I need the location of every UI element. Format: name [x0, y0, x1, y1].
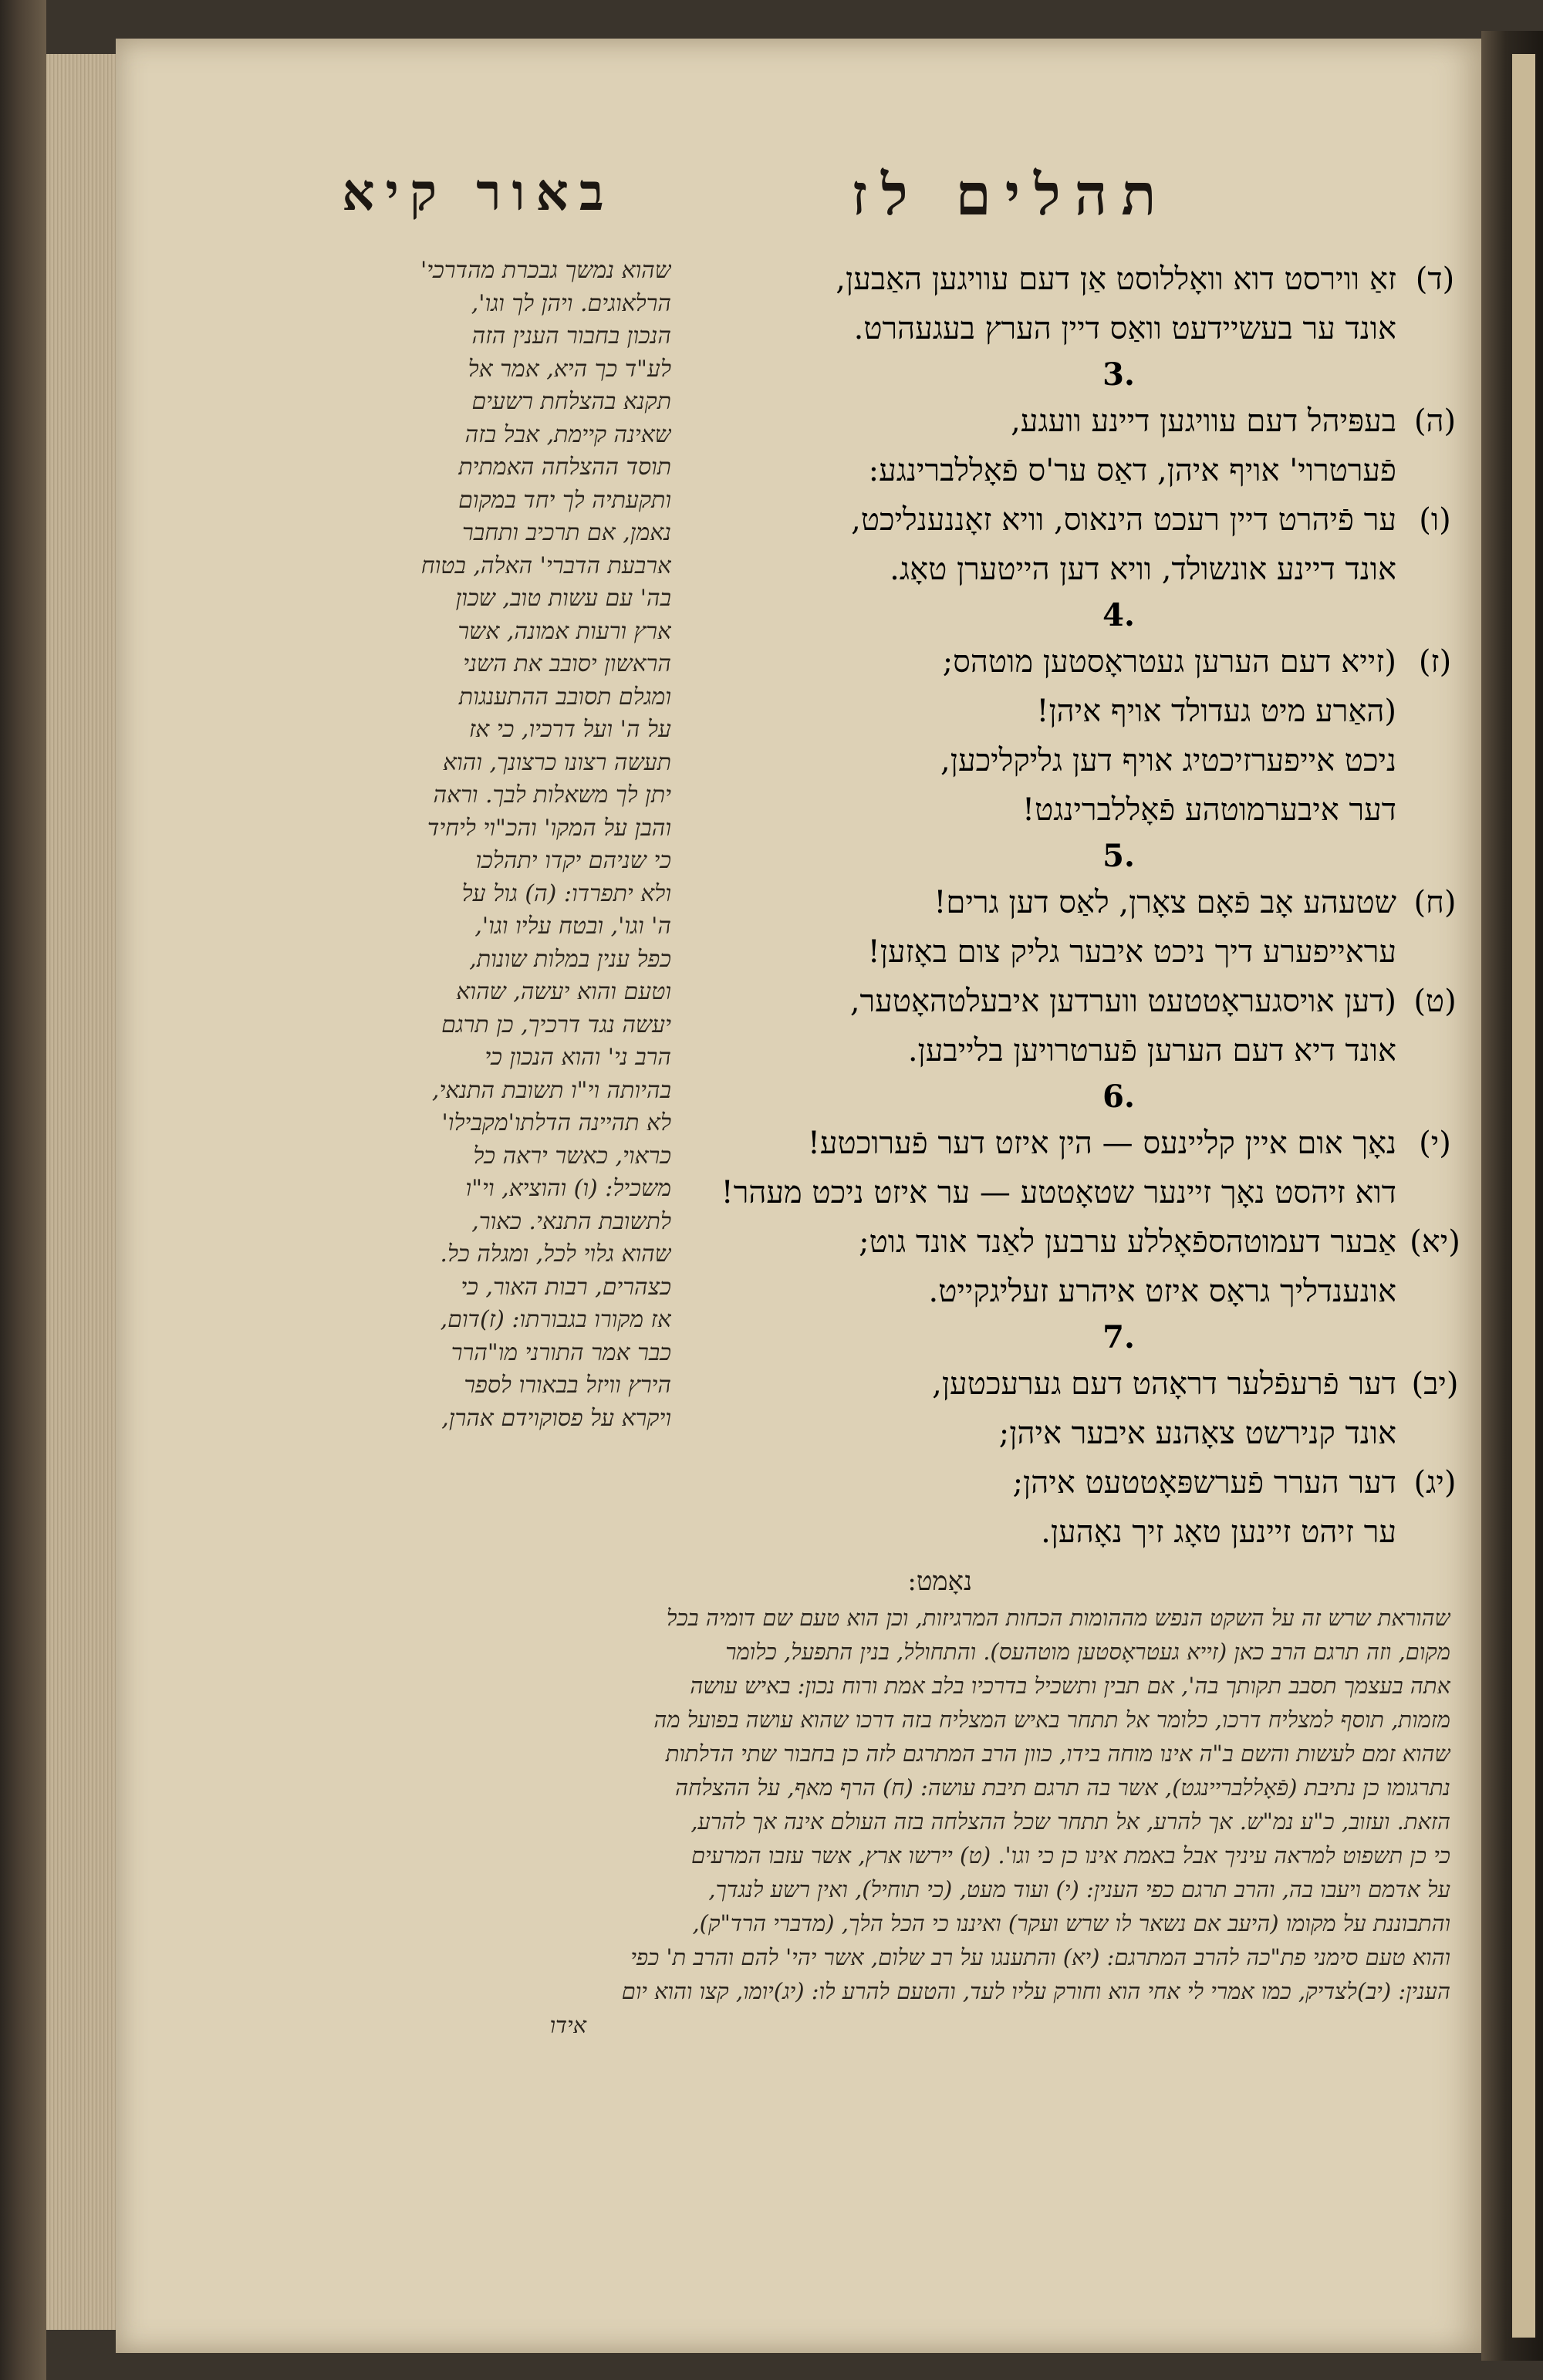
verse-number: (יב) — [1411, 1366, 1459, 1402]
commentary-line: יעשה נגד דרכיך, כן תרגם — [441, 1011, 671, 1038]
verse-number: (ט) — [1413, 984, 1457, 1019]
stanza-number: 6. — [1102, 1079, 1135, 1115]
commentary-line: תקנא בהצלחת רשעים — [471, 388, 671, 415]
commentary-line: כצהרים, רבות האור, כי — [461, 1273, 671, 1301]
commentary-line: משכיל: (ו) והוציא, וי"ו — [465, 1175, 671, 1202]
commentary-line: שהוא גלוי לכל, ומגלה כל. — [440, 1241, 671, 1268]
footnote-line: והתבוננת על מקומו (היעב אם נשאר לו שרש ועקר) ואיננו כי הכל הלך, (מדברי הרד"ק), — [692, 1910, 1450, 1936]
verse-line: אַבער דעמוטהספֿאָללע ערבען לאַנד אונד גוט; — [859, 1224, 1396, 1260]
commentary-column — [316, 255, 671, 1589]
footnote-line: והוא טעם סימני פת"כה להרב המתרגם: (יא) והתענגו על רב שלום, אשר יהי' להם והרב ת' כפי — [630, 1944, 1450, 1970]
verse-line: אונד דיינע אונשולד, וויא דען הייטערן טאָג. — [890, 552, 1396, 587]
verse-line: דער איבערמוטהע פֿאָללברינגט! — [1022, 792, 1396, 828]
commentary-line: לא תהיינה הדלתו'מקבילו' — [441, 1109, 671, 1136]
book-spine-edge — [0, 0, 46, 2380]
verse-line: בעפּיהל דעם עוויגען דיינע וועגע, — [1011, 403, 1396, 439]
commentary-line: כבר אמר התורני מו"הרר — [451, 1339, 671, 1366]
verse-line: שטעהע אָב פֿאָם צאָרן, לאַס דען גרים! — [934, 885, 1396, 920]
footnote-line: הענין: (יב)לצדיק, כמו אמרי לי אחי הוא וחורק עליו לעד, והטעם להרע לו: (יג)יומו, קצו והוא יום — [621, 1978, 1450, 2004]
verse — [694, 1217, 1466, 1316]
footnote-line: מזמות, תוסף למצליח דרכו, כלומר אל תתחר באיש המצליח בזה דרכו שהוא עושה בפועל מה — [653, 1707, 1450, 1733]
commentary-line: ומגלם תסובב ההתענגות — [458, 683, 671, 711]
verse-number: (ה) — [1413, 403, 1457, 439]
stanza-number: 5. — [1102, 838, 1135, 874]
commentary-line: בה' עם עשות טוב, שכון — [455, 585, 671, 612]
commentary-line: והבן על המקו' והכ"וי ליחיד — [427, 814, 671, 842]
commentary-line: לתשובת התנאי. כאור, — [471, 1207, 671, 1235]
footnote-line: שהוראת שרש זה על השקט הנפש מההומות הכחות המרגיזות, וכן הוא טעם שם דומיה בכל — [666, 1605, 1450, 1631]
footnote-line: כי כן תשפוט למראה עיניך אבל באמת אינו כן כי וגו'. (ט) יירשו ארץ, אשר עזבו המרעים — [690, 1842, 1450, 1869]
facing-page-edge — [1481, 31, 1543, 2361]
commentary-line: ויקרא על פסוקוידם אהרן, — [441, 1404, 671, 1432]
verse-line: עראייפערע דיך ניכט איבער גליק צום באָזען! — [867, 934, 1396, 970]
verse-line: דער פֿרעפֿלער דראָהט דעם גערעכטען, — [932, 1366, 1396, 1402]
commentary-line: בהיותה וי"ו תשובת התנאי, — [431, 1076, 671, 1104]
biur-title: באור קיא — [342, 162, 615, 222]
footnote-line: על אדמם ויעבו בה, והרב תרגם כפי הענין: (י) ועוד מעט, (כי תוחיל), ואין רשע לנגדך, — [708, 1876, 1450, 1902]
footnote-line: אתה בעצמך תסבב תקותך בה', אם תבין ותשכיל בדרכיו בלב אמת ורוח נכון: באיש עושה — [690, 1673, 1450, 1699]
footnote-line: אידו — [549, 2012, 586, 2038]
commentary-line: כפל ענין במלות שונות, — [469, 945, 671, 973]
commentary-line: כראוי, כאשר יראה כל — [473, 1142, 671, 1170]
verse-number: (יג) — [1413, 1465, 1457, 1501]
verse — [694, 397, 1466, 495]
verse-number: (י) — [1419, 1126, 1451, 1161]
commentary-line: ולא יתפרדו: (ה) גול על — [461, 879, 671, 907]
verse-line: נאָך אום איין קליינעס — הין איזט דער פֿערוכטע! — [807, 1126, 1396, 1161]
verse-line: זאַ ווירסט דוא וואָללוסט אַן דעם עוויגען האַבען, — [836, 262, 1396, 297]
commentary-line: תוסד ההצלחה האמתית — [458, 454, 671, 481]
psalm-title: תהלים לז — [851, 162, 1170, 228]
commentary-line: שהוא נמשך גבכרת מהדרכי' — [420, 257, 671, 284]
commentary-line: ארבעת הדברי' האלה, בטוח — [420, 552, 671, 579]
commentary-line: כי שניהם יקדו יתהלכו — [475, 847, 671, 874]
verse-line: ניכט אייפערזיכטיג אויף דען גליקליכען, — [940, 743, 1396, 778]
commentary-line: ה' וגו', ובטח עליו וגו', — [474, 913, 671, 940]
verse-number: (ו) — [1419, 502, 1451, 538]
verse-line: דוא זיהסט נאָך זיינער שטאָטטע — ער איזט ניכט מעהר! — [721, 1175, 1396, 1210]
commentary-line: לע"ד כך היא, אמר אל — [468, 355, 671, 383]
footnote-line: מקום, וזה תרגם הרב כאן (זייא געטראָסטען מוטהעס). והתחולל, בנין התפעל, כלומר — [725, 1639, 1450, 1665]
verse-line: אונד קנירשט צאָהנע איבער איהן; — [998, 1416, 1396, 1451]
footnote-line: נתרגומו כן נתיבת (פֿאָללבריינגט), אשר בה תרגם תיבת עושה: (ח) הרף מאף, על ההצלחה — [675, 1774, 1450, 1801]
commentary-line: אז מקורו בגבורתו: (ז)דום, — [440, 1306, 671, 1333]
verse — [694, 637, 1466, 835]
commentary-line: הנכון בחבור הענין הזה — [471, 322, 671, 349]
commentary-line: הרלאוגים. ויהן לך וגו', — [471, 289, 671, 317]
page-stack — [46, 54, 123, 2330]
commentary-line: וטעם והוא יעשה, שהוא — [456, 978, 671, 1005]
verse-number: (יא) — [1410, 1224, 1460, 1260]
stanza-number: 7. — [1102, 1319, 1135, 1355]
verse-number: (ז) — [1418, 644, 1452, 680]
commentary-line: הראשון יסובב את השני — [463, 650, 671, 677]
verse — [694, 878, 1466, 977]
footnote-line: הזאת. ועזוב, כ"ע נמ"ש. אך להרע, אל תתחר שכל ההצלחה בזה העולם אינה אך להרע, — [690, 1808, 1450, 1835]
verse-line: אונד ער בעשיידעט וואַס דיין הערץ בעגעהרט. — [853, 311, 1396, 346]
verse — [694, 1119, 1466, 1217]
commentary-line: תעשה רצונו כרצונך, והוא — [442, 748, 671, 776]
commentary-line: נאמן, אם תרכיב ותחבר — [462, 519, 671, 546]
verse-line: אונד דיא דעם הערען פֿערטרויען בלייבען. — [907, 1033, 1396, 1068]
stanza-number: 3. — [1102, 356, 1135, 393]
stanza-number: 4. — [1102, 597, 1135, 633]
commentary-line: יתן לך משאלות לבך. וראה — [433, 782, 671, 809]
verse — [694, 1458, 1466, 1557]
verse-line: ער פֿיהרט דיין רעכט הינאוס, וויא זאָננענליכט, — [851, 502, 1396, 538]
verse-number: (ד) — [1415, 262, 1455, 297]
verse — [694, 1359, 1466, 1458]
verse-line: (זייא דעם הערען געטראָסטען מוטהס; — [942, 644, 1396, 680]
verse-line: (האַרע מיט געדולד אויף איהן! — [1036, 694, 1396, 729]
verse-line: פֿערטרוי' אויף איהן, דאַס ער'ס פֿאָללברינגע: — [868, 453, 1396, 488]
verse — [694, 255, 1466, 353]
verse-line: אונענדליך גראָס איזט איהרע זעליגקייט. — [928, 1274, 1396, 1309]
footnote-line: שהוא זמם לעשות והשם ב"ה אינו מוחה בידו, כוון הרב המתרגם לזה כן בחבור שתי הדלתות — [665, 1740, 1450, 1767]
verse-number: (ח) — [1413, 885, 1457, 920]
commentary-line: הירץ וויזל בבאורו לספר — [464, 1372, 671, 1399]
verse-line: ער זיהט זיינען טאָג זיך נאָהען. — [1041, 1514, 1396, 1550]
commentary-line: שאינה קיימת, אבל בזה — [464, 420, 671, 448]
commentary-line: ותקעתיה לך יחד במקום — [458, 486, 671, 514]
commentary-line: ארץ ורעות אמונה, אשר — [457, 617, 671, 645]
footnotes-block — [316, 1601, 1450, 2156]
verse-line: (דען אויסגעראָטטעט ווערדען איבעלטהאָטער, — [849, 984, 1396, 1019]
footnote-label: נאָמט: — [907, 1566, 972, 1597]
verse — [694, 977, 1466, 1075]
verse-line: דער הערר פֿערשפּאָטטעט איהן; — [1012, 1465, 1396, 1501]
translation-column — [694, 255, 1466, 1551]
commentary-line: על ה' ועל דרכיו, כי אז — [468, 716, 671, 743]
verse — [694, 495, 1466, 594]
commentary-line: הרב ני' והוא הנכון כי — [485, 1044, 671, 1071]
